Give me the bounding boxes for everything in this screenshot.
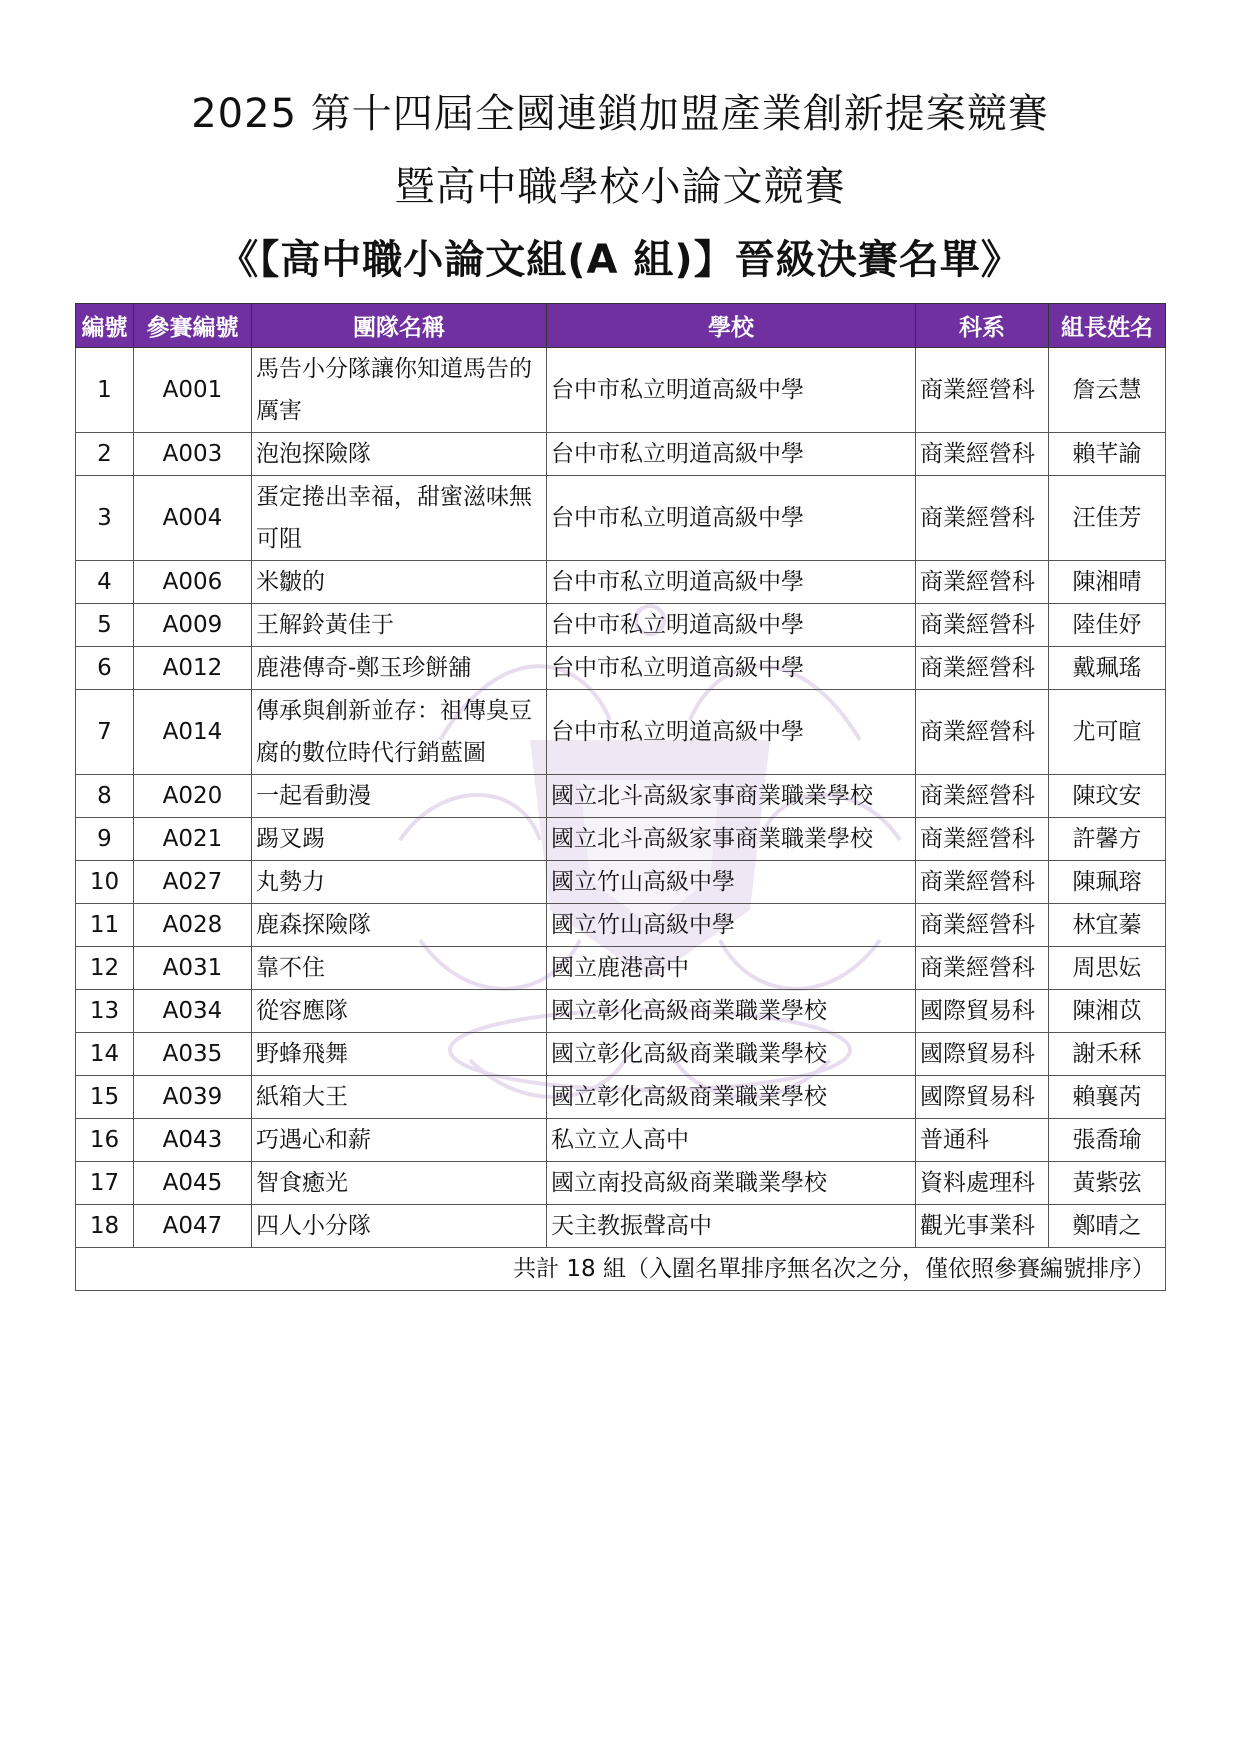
cell-entry-id: A047 [134,1205,252,1248]
cell-leader-name: 汪佳芳 [1049,476,1166,561]
cell-number: 14 [76,1033,134,1076]
header-number: 編號 [76,304,134,348]
cell-team-name: 蛋定捲出幸福，甜蜜滋味無可阻 [252,476,547,561]
header-entry-id: 參賽編號 [134,304,252,348]
cell-leader-name: 陳玟安 [1049,775,1166,818]
cell-department: 商業經營科 [916,904,1049,947]
cell-number: 7 [76,690,134,775]
cell-team-name: 智食癒光 [252,1162,547,1205]
cell-leader-name: 詹云慧 [1049,348,1166,433]
cell-number: 18 [76,1205,134,1248]
title-line-2: 暨高中職學校小論文競賽 [394,164,846,210]
table-row [76,990,1166,1033]
cell-entry-id: A035 [134,1033,252,1076]
cell-department: 商業經營科 [916,604,1049,647]
cell-department: 商業經營科 [916,476,1049,561]
table-row [76,604,1166,647]
table-header-row [76,304,1166,348]
cell-entry-id: A034 [134,990,252,1033]
cell-number: 13 [76,990,134,1033]
cell-school: 私立立人高中 [547,1119,916,1162]
cell-department: 商業經營科 [916,775,1049,818]
cell-team-name: 鹿森探險隊 [252,904,547,947]
cell-department: 國際貿易科 [916,1076,1049,1119]
cell-team-name: 泡泡探險隊 [252,433,547,476]
cell-leader-name: 陳湘晴 [1049,561,1166,604]
cell-team-name: 紙箱大王 [252,1076,547,1119]
cell-school: 國立彰化高級商業職業學校 [547,1076,916,1119]
cell-number: 16 [76,1119,134,1162]
cell-number: 2 [76,433,134,476]
cell-number: 8 [76,775,134,818]
cell-department: 商業經營科 [916,647,1049,690]
cell-department: 商業經營科 [916,690,1049,775]
cell-team-name: 巧遇心和薪 [252,1119,547,1162]
table-row [76,1033,1166,1076]
cell-leader-name: 林宜蓁 [1049,904,1166,947]
cell-entry-id: A039 [134,1076,252,1119]
cell-number: 3 [76,476,134,561]
cell-department: 商業經營科 [916,947,1049,990]
cell-school: 台中市私立明道高級中學 [547,647,916,690]
table-row [76,1162,1166,1205]
table-row [76,818,1166,861]
cell-team-name: 四人小分隊 [252,1205,547,1248]
cell-leader-name: 陸佳妤 [1049,604,1166,647]
cell-school: 台中市私立明道高級中學 [547,561,916,604]
cell-school: 國立竹山高級中學 [547,861,916,904]
cell-entry-id: A006 [134,561,252,604]
cell-department: 國際貿易科 [916,1033,1049,1076]
cell-department: 商業經營科 [916,818,1049,861]
cell-department: 觀光事業科 [916,1205,1049,1248]
cell-school: 台中市私立明道高級中學 [547,476,916,561]
cell-leader-name: 謝禾秝 [1049,1033,1166,1076]
cell-entry-id: A020 [134,775,252,818]
table-row [76,947,1166,990]
table-body [76,348,1166,1248]
cell-department: 商業經營科 [916,561,1049,604]
cell-school: 國立竹山高級中學 [547,904,916,947]
cell-number: 9 [76,818,134,861]
cell-number: 5 [76,604,134,647]
cell-entry-id: A003 [134,433,252,476]
cell-team-name: 野蜂飛舞 [252,1033,547,1076]
table-row [76,647,1166,690]
cell-number: 4 [76,561,134,604]
cell-number: 6 [76,647,134,690]
cell-school: 台中市私立明道高級中學 [547,690,916,775]
cell-number: 10 [76,861,134,904]
cell-number: 17 [76,1162,134,1205]
header-team-name: 團隊名稱 [252,304,547,348]
cell-team-name: 馬告小分隊讓你知道馬告的厲害 [252,348,547,433]
cell-leader-name: 陳湘苡 [1049,990,1166,1033]
cell-school: 國立南投高級商業職業學校 [547,1162,916,1205]
cell-school: 台中市私立明道高級中學 [547,604,916,647]
cell-school: 台中市私立明道高級中學 [547,433,916,476]
table-row [76,348,1166,433]
cell-department: 普通科 [916,1119,1049,1162]
cell-leader-name: 張喬瑜 [1049,1119,1166,1162]
cell-number: 1 [76,348,134,433]
table-row [76,561,1166,604]
cell-leader-name: 黃紫弦 [1049,1162,1166,1205]
cell-entry-id: A045 [134,1162,252,1205]
cell-team-name: 鹿港傳奇-鄭玉珍餅舖 [252,647,547,690]
table-row [76,775,1166,818]
header-school: 學校 [547,304,916,348]
cell-leader-name: 戴珮瑤 [1049,647,1166,690]
cell-entry-id: A012 [134,647,252,690]
cell-school: 國立彰化高級商業職業學校 [547,1033,916,1076]
table-row [76,1076,1166,1119]
cell-leader-name: 周思妘 [1049,947,1166,990]
finalist-table [75,303,1166,1291]
cell-department: 資料處理科 [916,1162,1049,1205]
cell-leader-name: 鄭晴之 [1049,1205,1166,1248]
cell-entry-id: A009 [134,604,252,647]
cell-entry-id: A028 [134,904,252,947]
cell-entry-id: A043 [134,1119,252,1162]
cell-leader-name: 尤可暄 [1049,690,1166,775]
cell-entry-id: A021 [134,818,252,861]
table-row [76,1119,1166,1162]
cell-entry-id: A031 [134,947,252,990]
cell-school: 國立彰化高級商業職業學校 [547,990,916,1033]
cell-team-name: 一起看動漫 [252,775,547,818]
cell-school: 國立鹿港高中 [547,947,916,990]
cell-entry-id: A001 [134,348,252,433]
table-row [76,433,1166,476]
table-row [76,904,1166,947]
table-row [76,1205,1166,1248]
cell-number: 11 [76,904,134,947]
cell-leader-name: 賴襄芮 [1049,1076,1166,1119]
cell-leader-name: 許馨方 [1049,818,1166,861]
title-line-1: 2025 第十四屆全國連鎖加盟產業創新提案競賽 [191,91,1049,137]
cell-school: 國立北斗高級家事商業職業學校 [547,775,916,818]
cell-leader-name: 陳珮瑢 [1049,861,1166,904]
table-row [76,476,1166,561]
table-row [76,690,1166,775]
header-department: 科系 [916,304,1049,348]
title-line-3: 《【高中職小論文組(A 組)】晉級決賽名單》 [218,237,1022,283]
cell-number: 12 [76,947,134,990]
cell-entry-id: A027 [134,861,252,904]
cell-team-name: 靠不住 [252,947,547,990]
cell-team-name: 傳承與創新並存：祖傳臭豆腐的數位時代行銷藍圖 [252,690,547,775]
table-footer-note: 共計 18 組（入圍名單排序無名次之分，僅依照參賽編號排序） [76,1248,1166,1291]
cell-school: 天主教振聲高中 [547,1205,916,1248]
cell-team-name: 王解鈴黃佳于 [252,604,547,647]
cell-school: 台中市私立明道高級中學 [547,348,916,433]
cell-team-name: 丸勢力 [252,861,547,904]
cell-school: 國立北斗高級家事商業職業學校 [547,818,916,861]
cell-department: 國際貿易科 [916,990,1049,1033]
cell-department: 商業經營科 [916,433,1049,476]
cell-entry-id: A004 [134,476,252,561]
cell-number: 15 [76,1076,134,1119]
table-footer-row [76,1248,1166,1291]
header-leader-name: 組長姓名 [1049,304,1166,348]
cell-team-name: 踢叉踢 [252,818,547,861]
cell-team-name: 米皺的 [252,561,547,604]
cell-entry-id: A014 [134,690,252,775]
table-row [76,861,1166,904]
cell-department: 商業經營科 [916,861,1049,904]
cell-team-name: 從容應隊 [252,990,547,1033]
cell-department: 商業經營科 [916,348,1049,433]
cell-leader-name: 賴芊諭 [1049,433,1166,476]
